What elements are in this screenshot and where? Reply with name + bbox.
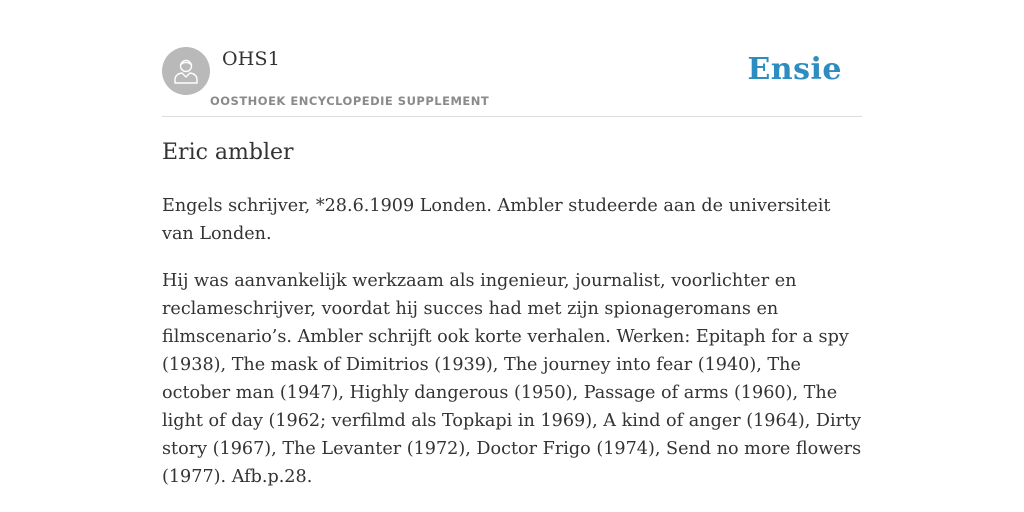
avatar[interactable] [162, 47, 210, 95]
article-paragraph: Engels schrijver, *28.6.1909 Londen. Ambler studeerde aan de universiteit van Londen. [162, 196, 831, 244]
ensie-logo[interactable]: Ensie [747, 52, 842, 87]
user-icon [171, 56, 201, 86]
article-title: Eric ambler [162, 140, 294, 165]
article-body [162, 192, 862, 510]
header [162, 46, 862, 117]
article-paragraph: Hij was aanvankelijk werkzaam als ingenieur, journalist, voorlichter en reclameschrijver, voordat hij succes had met zijn spionageromans en filmscenario’s. Ambler schrijft ook korte verhalen. Werken: Epitaph for a spy (1938), The mask of Dimitrios (1939), The journey into fear (1940), The october man (1947), Highly dangerous (1950), Passage of arms (1960), The light of day (1962; verfilmd als Topkapi in 1969), A kind of anger (1964), Dirty story (1967), The Levanter (1972), Doctor Frigo (1974), Send no more flowers (1977). Afb.p.28. [162, 271, 862, 487]
source-label[interactable]: OOSTHOEK ENCYCLOPEDIE SUPPLEMENT [210, 94, 490, 108]
author-name[interactable]: OHS1 [222, 48, 281, 70]
